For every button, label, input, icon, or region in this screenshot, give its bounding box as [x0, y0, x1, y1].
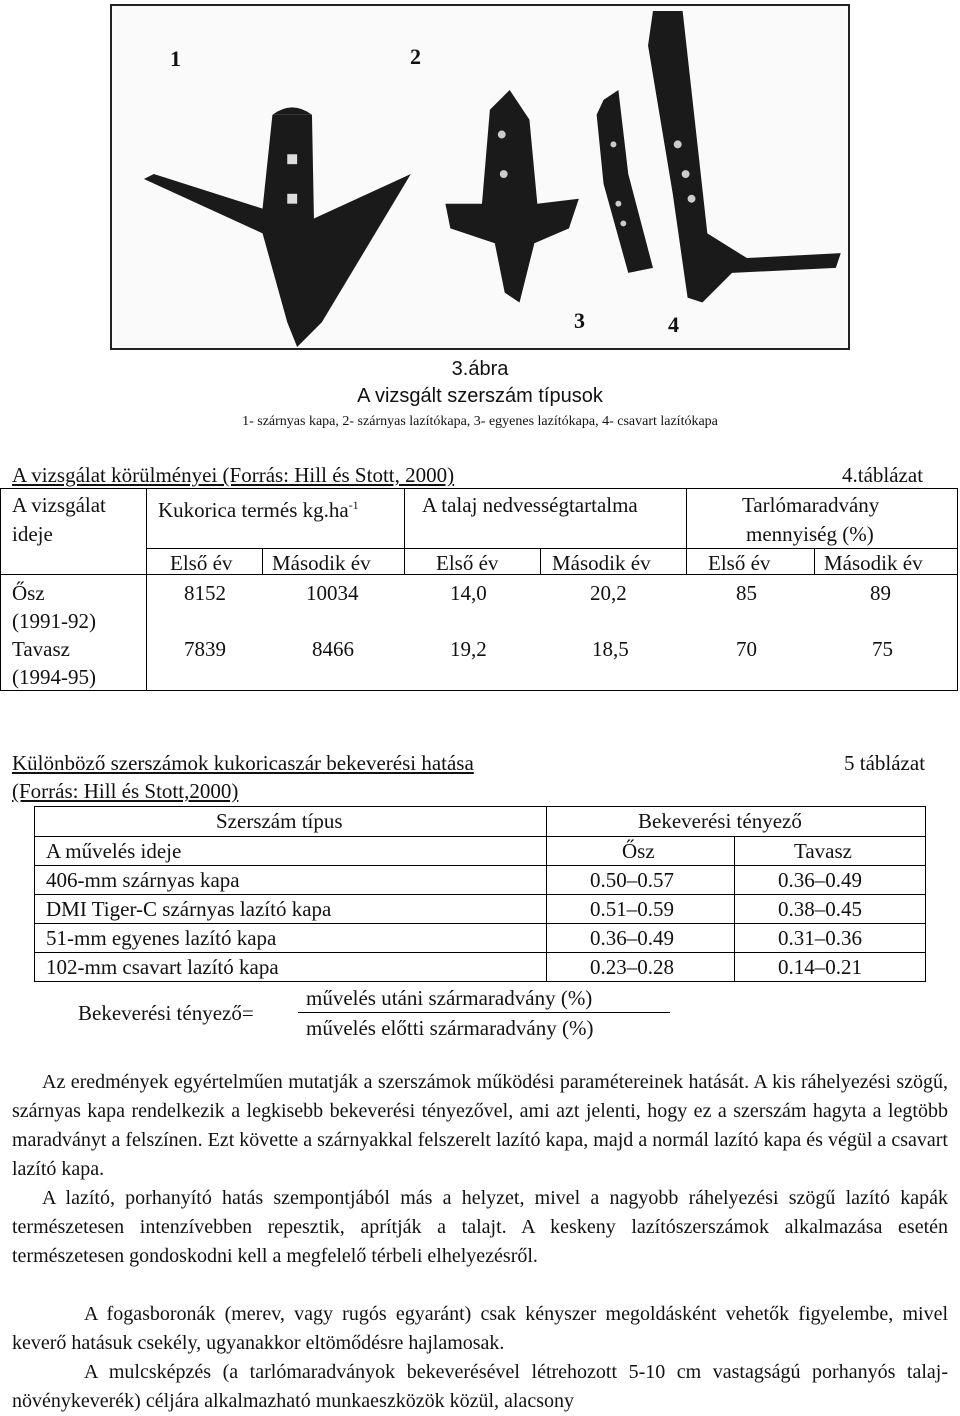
table5-heading: Különböző szerszámok kukoricaszár bekeverési hatása	[12, 751, 474, 775]
table4-row2-c2: 8466	[312, 637, 354, 661]
figure-label-2: 2	[410, 44, 421, 69]
table4-bottom-border	[0, 690, 958, 691]
table4-row2-season: Tavasz	[12, 637, 70, 661]
table4-sub-divider-4	[686, 488, 687, 575]
table4-row2-c4: 18,5	[592, 637, 629, 661]
table4-moisture-header: A talaj nedvességtartalma	[422, 493, 638, 517]
table4-row1-c3: 14,0	[450, 581, 487, 605]
table4-row2-c6: 75	[872, 637, 893, 661]
table4-sub-first-3: Első év	[708, 551, 771, 575]
table5-row2-tool: DMI Tiger-C szárnyas lazító kapa	[46, 897, 332, 921]
table5-header-factor: Bekeverési tényező	[638, 809, 802, 833]
table4-row1-c1: 8152	[184, 581, 226, 605]
table4-heading: A vizsgálat körülményei (Forrás: Hill és Stott, 2000)	[12, 463, 455, 487]
figure-legend: 1- szárnyas kapa, 2- szárnyas lazítókapa, 3- egyenes lazítókapa, 4- csavart lazítókapa	[242, 414, 718, 429]
table4-row1-years: (1991-92)	[12, 609, 96, 633]
table4-right-border	[957, 488, 958, 691]
table4-row1-c6: 89	[870, 581, 891, 605]
table4-residue-header: Tarlómaradvány	[742, 493, 880, 517]
table5-header-spring: Tavasz	[794, 839, 852, 863]
table5-header-autumn: Ősz	[622, 839, 655, 863]
table5-row4-spring: 0.14–0.21	[778, 955, 862, 979]
paragraph-2: A lazító, porhanyító hatás szempontjából más a helyzet, mivel a nagyobb ráhelyezési szögű lazító kapák természetesen intenzívebben repesztik, aprítják a talajt. A keskeny lazítószerszámok alkalmazása esetén természetesen gondoskodni kell a megfelelő térbeli elhelyezésről.	[12, 1187, 948, 1267]
table4-sub-divider-2	[404, 488, 405, 575]
table4-sub-first-2: Első év	[436, 551, 499, 575]
table4-row1-c4: 20,2	[590, 581, 627, 605]
table5-row2-spring: 0.38–0.45	[778, 897, 862, 921]
table4-row2-c3: 19,2	[450, 637, 487, 661]
figure-label-1: 1	[170, 46, 181, 71]
table5-row1-spring: 0.36–0.49	[778, 868, 862, 892]
table5-row-border-2	[34, 865, 926, 866]
table4-sub-second-3: Második év	[824, 551, 923, 575]
table5-left-border	[34, 806, 35, 982]
table5-header-tool: Szerszám típus	[216, 809, 343, 833]
table4-col1-header: A vizsgálat	[12, 493, 106, 517]
table4-sub-first-1: Első év	[170, 551, 233, 575]
figure-title: A vizsgált szerszám típusok	[357, 385, 603, 407]
table4-yield-header: Kukorica termés $kg.ha^{-1}$	[158, 498, 359, 522]
table5-bottom-border	[34, 981, 926, 982]
table5-label: 5 táblázat	[844, 751, 926, 775]
table5-row-border-4	[34, 923, 926, 924]
table4-sub-divider-3	[540, 548, 541, 575]
paragraph-3: A fogasboronák (merev, vagy rugós egyaránt) csak kényszer megoldásként vehetők figyelembe, mivel keverő hatásuk csekély, ugyanakkor eltömődésre hajlamosak.	[12, 1303, 948, 1354]
tool-types-photo	[110, 4, 850, 350]
table5-row1-tool: 406-mm szárnyas kapa	[46, 868, 240, 892]
table4-top-border	[0, 488, 958, 489]
table5-header-time: A művelés ideje	[46, 839, 182, 863]
table5-col-divider-2	[734, 836, 735, 982]
table5-row-border-1	[34, 836, 926, 837]
table4-col1-header-2: ideje	[12, 522, 53, 546]
table4-row1-season: Ősz	[12, 581, 45, 605]
table4-sub-divider-5	[814, 548, 815, 575]
table4-label: 4.táblázat	[842, 463, 924, 487]
tool-illustration	[112, 6, 848, 348]
table5-row3-tool: 51-mm egyenes lazító kapa	[46, 926, 277, 950]
table4-left-border	[0, 488, 1, 691]
formula-fraction-bar	[298, 1012, 670, 1013]
table4-sub-second-2: Második év	[552, 551, 651, 575]
table5-row3-autumn: 0.36–0.49	[590, 926, 674, 950]
figure-label-4: 4	[668, 312, 679, 337]
table4-row2-c1: 7839	[184, 637, 226, 661]
table4-sub-second-1: Második év	[272, 551, 371, 575]
table5-col-divider	[546, 806, 547, 982]
table4-row1-c5: 85	[736, 581, 757, 605]
table5-row4-autumn: 0.23–0.28	[590, 955, 674, 979]
table5-row-border-5	[34, 952, 926, 953]
table4-row2-c5: 70	[736, 637, 757, 661]
table4-residue-header-2: mennyiség (%)	[746, 522, 874, 546]
table5-row4-tool: 102-mm csavart lazító kapa	[46, 955, 279, 979]
figure-number: 3.ábra	[451, 358, 509, 380]
table5-row3-spring: 0.31–0.36	[778, 926, 862, 950]
table5-right-border	[925, 806, 926, 982]
table5-row-border-3	[34, 894, 926, 895]
table4-sub-divider-1	[262, 548, 263, 575]
paragraph-4: A mulcsképzés (a tarlómaradványok bekeverésével létrehozott 5-10 cm vastagságú porhanyós talaj-növénykeverék) céljára alkalmazható munkaeszközök közül, alacsony	[12, 1361, 948, 1412]
formula-denominator: művelés előtti szármaradvány (%)	[306, 1016, 594, 1040]
table5-row1-autumn: 0.50–0.57	[590, 868, 674, 892]
table5-row2-autumn: 0.51–0.59	[590, 897, 674, 921]
table4-col-divider	[146, 488, 147, 691]
formula-left: Bekeverési tényező=	[78, 1001, 254, 1025]
table4-row1-c2: 10034	[306, 581, 359, 605]
figure-label-3: 3	[574, 308, 585, 333]
table5-top-border	[34, 806, 926, 807]
paragraph-1: Az eredmények egyértelműen mutatják a szerszámok működési paramétereinek hatását. A kis ráhelyezési szögű, szárnyas kapa rendelkezik a legkisebb bekeverési tényezővel, ami azt jelenti, hogy ez a szerszám hagyta a legtöbb maradványt a felszínen. Ezt követte a szárnyakkal felszerelt lazító kapa, majd a normál lazító kapa és végül a csavart lazító kapa.	[12, 1071, 948, 1180]
table5-source: (Forrás: Hill és Stott,2000)	[12, 779, 239, 803]
table4-subheader-border	[146, 548, 958, 549]
table4-row2-years: (1994-95)	[12, 665, 96, 689]
formula-numerator: művelés utáni szármaradvány (%)	[306, 986, 593, 1010]
